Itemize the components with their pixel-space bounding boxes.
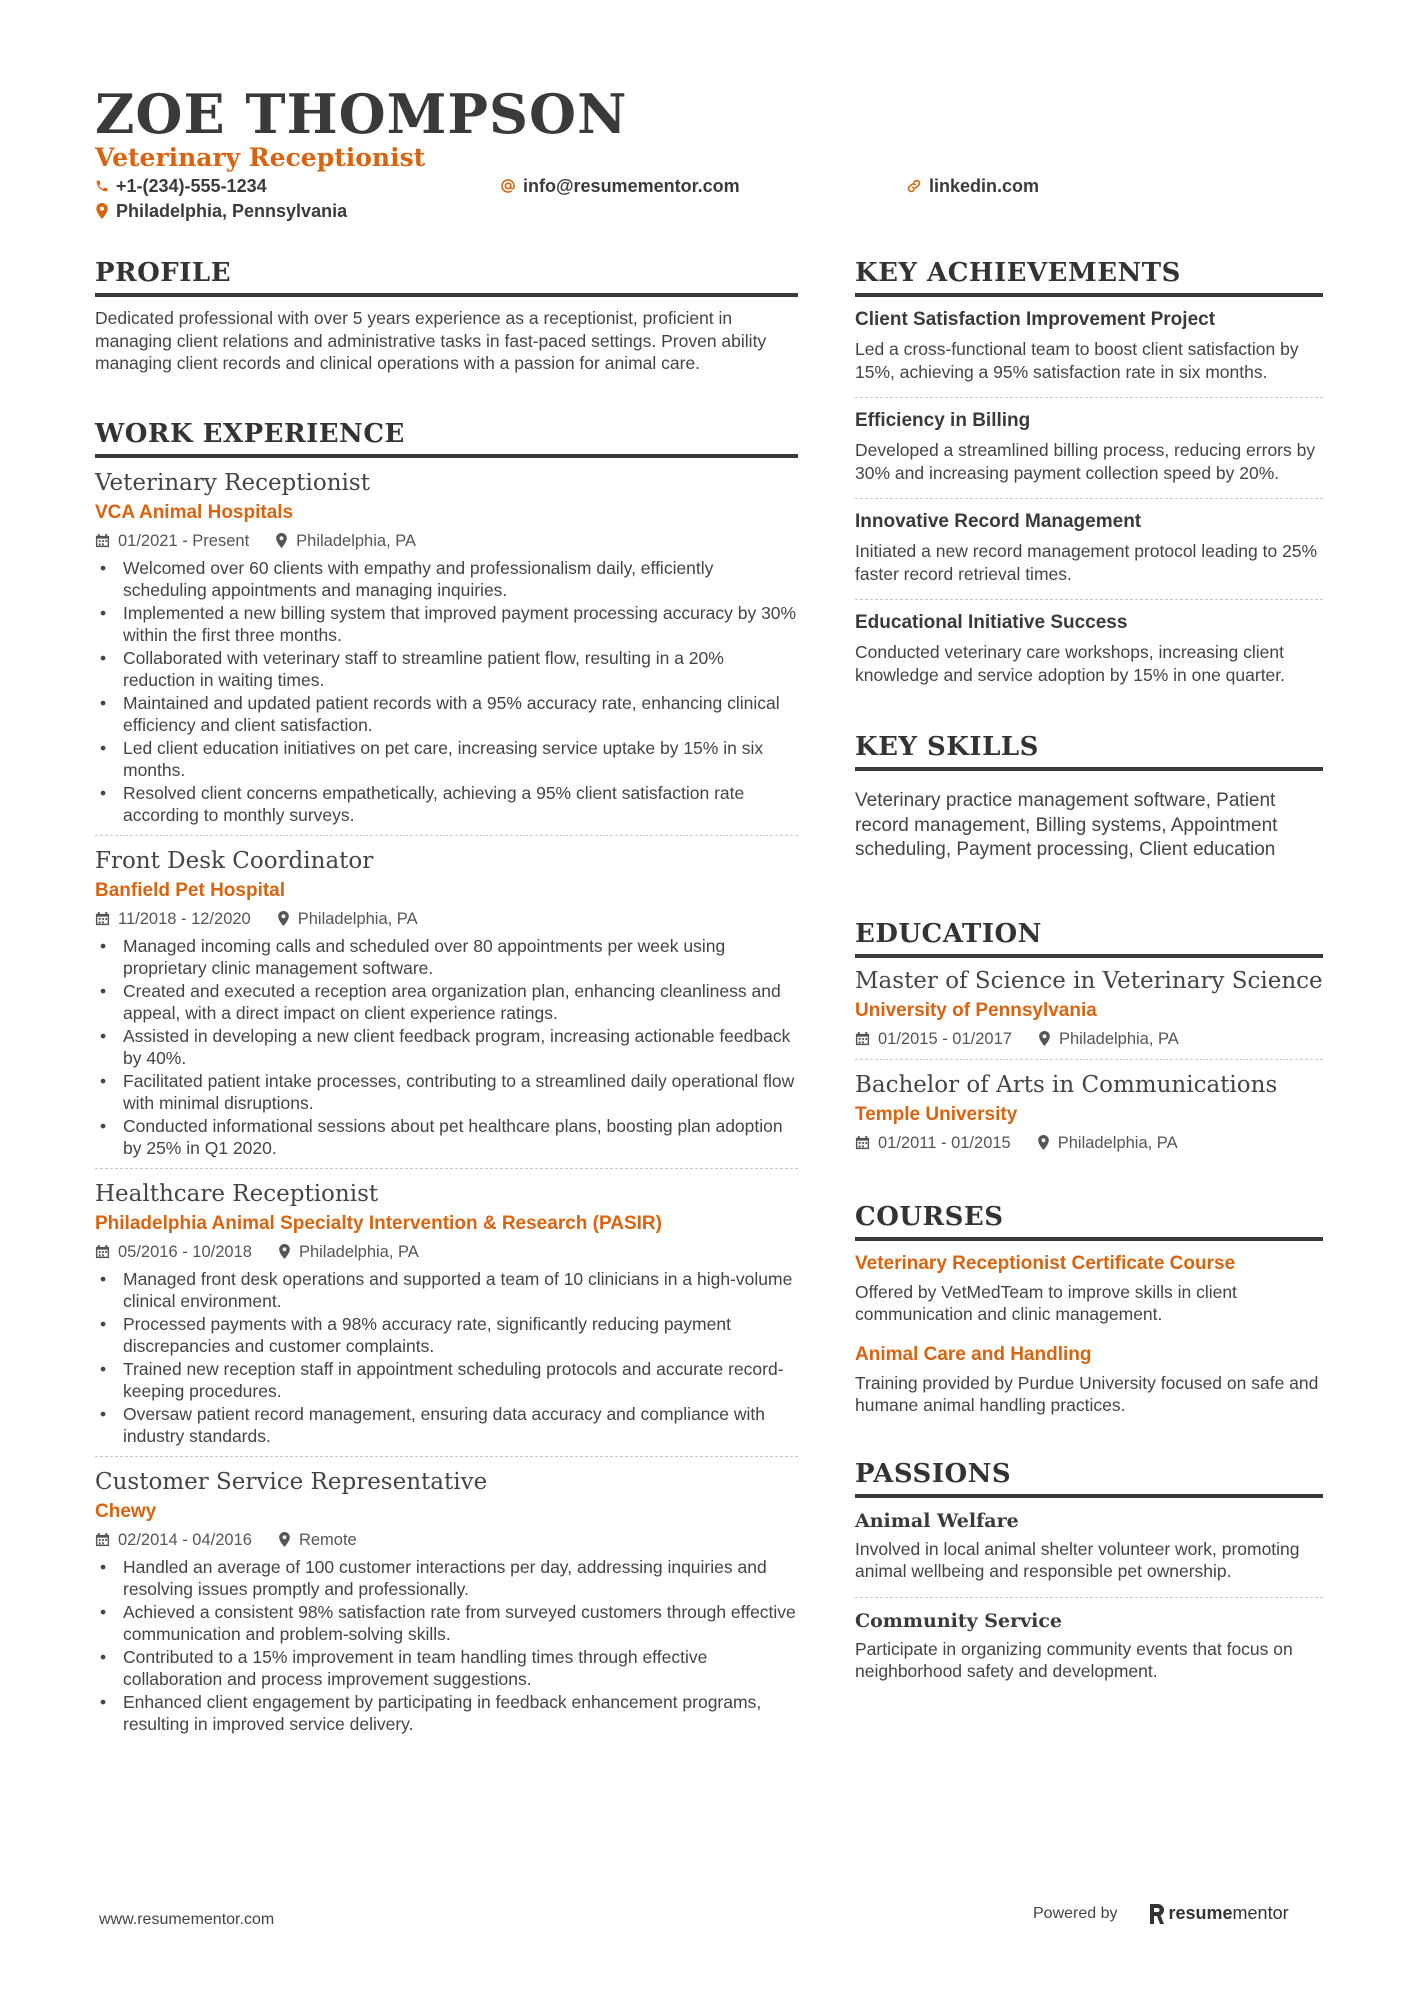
footer-website[interactable]: www.resumementor.com xyxy=(99,1911,275,1928)
contact-linkedin[interactable] xyxy=(906,174,1039,198)
job-location: Remote xyxy=(298,1530,357,1549)
education-dates: 01/2015 - 01/2017 xyxy=(878,1029,1012,1048)
job-bullets xyxy=(95,1556,798,1736)
at-icon xyxy=(500,178,516,194)
job-dates: 11/2018 - 12/2020 xyxy=(118,909,251,928)
job-title: Healthcare Receptionist xyxy=(95,1180,379,1207)
achievement-divider xyxy=(855,498,1323,499)
job-divider xyxy=(95,1168,798,1169)
course-item xyxy=(855,1251,1323,1326)
link-icon xyxy=(906,178,922,194)
achievement-title: Client Satisfaction Improvement Project xyxy=(855,309,1216,330)
course-text: Training provided by Purdue University focused on safe and humane animal handling practices. xyxy=(855,1372,1319,1415)
education-divider xyxy=(855,1059,1323,1060)
job-meta xyxy=(95,1240,798,1264)
job-list xyxy=(95,468,798,1736)
education-degree: Master of Science in Veterinary Science xyxy=(855,967,1323,994)
calendar-icon xyxy=(95,533,110,548)
education-heading: EDUCATION xyxy=(855,917,1323,958)
job-bullet: • Led client education initiatives on pet care, increasing service uptake by 15% in six months. xyxy=(95,737,798,782)
job-meta xyxy=(95,907,798,931)
location-pin-icon xyxy=(1038,1031,1051,1046)
job-bullets xyxy=(95,1268,798,1448)
passion-item xyxy=(855,1597,1323,1683)
location-pin-icon xyxy=(277,911,290,926)
brand-name xyxy=(1169,1903,1289,1924)
job-company: Chewy xyxy=(95,1500,157,1522)
job-bullet: • Managed front desk operations and supported a team of 10 clinicians in a high-volume clinical environment. xyxy=(95,1268,798,1313)
achievement-item xyxy=(855,307,1323,383)
contact-phone xyxy=(95,174,267,198)
education-dates: 01/2011 - 01/2015 xyxy=(878,1133,1011,1152)
brand-rest: mentor xyxy=(1232,1903,1289,1923)
job-location: Philadelphia, PA xyxy=(296,531,417,550)
passions-heading: PASSIONS xyxy=(855,1457,1323,1498)
course-text: Offered by VetMedTeam to improve skills in client communication and clinic management. xyxy=(855,1281,1237,1324)
contact-location xyxy=(95,199,347,223)
courses-heading: COURSES xyxy=(855,1200,1323,1241)
footer-brand[interactable] xyxy=(1033,1903,1289,1924)
experience-heading: WORK EXPERIENCE xyxy=(95,417,798,458)
job-bullets xyxy=(95,935,798,1160)
job-divider xyxy=(95,835,798,836)
course-list xyxy=(855,1251,1323,1417)
calendar-icon xyxy=(95,1244,110,1259)
course-title: Animal Care and Handling xyxy=(855,1343,1092,1365)
achievement-divider xyxy=(855,397,1323,398)
job-bullet: • Achieved a consistent 98% satisfaction rate from surveyed customers through effective communication and problem-solving skills. xyxy=(95,1601,798,1646)
achievement-item xyxy=(855,599,1323,686)
job-bullet: • Conducted informational sessions about pet healthcare plans, boosting plan adoption by 25% in Q1 2020. xyxy=(95,1115,798,1160)
job-meta xyxy=(95,529,798,553)
education-location: Philadelphia, PA xyxy=(1057,1133,1178,1152)
job-bullet: • Collaborated with veterinary staff to streamline patient flow, resulting in a 20% reduction in waiting times. xyxy=(95,647,798,692)
education-list xyxy=(855,966,1323,1155)
candidate-role: Veterinary Receptionist xyxy=(95,143,426,172)
right-column xyxy=(855,256,1323,1683)
location-pin-icon xyxy=(95,203,109,219)
job-dates: 05/2016 - 10/2018 xyxy=(118,1242,252,1261)
passion-divider xyxy=(855,1597,1323,1598)
job-location: Philadelphia, PA xyxy=(297,909,418,928)
job-bullet: • Oversaw patient record management, ensuring data accuracy and compliance with industry standards. xyxy=(95,1403,798,1448)
achievement-title: Innovative Record Management xyxy=(855,511,1142,532)
job-bullets xyxy=(95,557,798,827)
job-bullet: • Contributed to a 15% improvement in team handling times through effective collaboration and process improvement suggestions. xyxy=(95,1646,798,1691)
achievement-text: Initiated a new record management protocol leading to 25% faster record retrieval times. xyxy=(855,541,1318,584)
job-company: Banfield Pet Hospital xyxy=(95,879,286,901)
job-company: Philadelphia Animal Specialty Intervention & Research (PASIR) xyxy=(95,1212,662,1234)
location-pin-icon xyxy=(1037,1135,1050,1150)
job-bullet: • Trained new reception staff in appointment scheduling protocols and accurate record-keeping procedures. xyxy=(95,1358,798,1403)
brand-bold: resume xyxy=(1168,1903,1233,1923)
education-location: Philadelphia, PA xyxy=(1058,1029,1179,1048)
achievement-text: Developed a streamlined billing process, reducing errors by 30% and increasing payment collection speed by 20%. xyxy=(855,440,1316,483)
email-text: info@resumementor.com xyxy=(523,176,740,196)
location-text: Philadelphia, Pennsylvania xyxy=(116,201,348,221)
course-item xyxy=(855,1342,1323,1417)
profile-text: Dedicated professional with over 5 years experience as a receptionist, proficient in managing client relations and administrative tasks in fast-paced settings. Proven ability managing client records and clinical operations with a passion for animal care. xyxy=(95,308,767,373)
job-title: Front Desk Coordinator xyxy=(95,847,374,874)
job-entry xyxy=(95,1456,798,1736)
calendar-icon xyxy=(95,1532,110,1547)
job-bullet: • Managed incoming calls and scheduled over 80 appointments per week using proprietary clinic management software. xyxy=(95,935,798,980)
job-title: Customer Service Representative xyxy=(95,1468,488,1495)
profile-heading: PROFILE xyxy=(95,256,798,297)
job-bullet: • Facilitated patient intake processes, contributing to a streamlined daily operational flow with minimal disruptions. xyxy=(95,1070,798,1115)
location-pin-icon xyxy=(278,1244,291,1259)
education-degree: Bachelor of Arts in Communications xyxy=(855,1071,1278,1098)
passion-title: Animal Welfare xyxy=(855,1509,1019,1532)
phone-icon xyxy=(95,179,109,193)
job-bullet: • Resolved client concerns empathetically, achieving a 95% client satisfaction rate according to monthly surveys. xyxy=(95,782,798,827)
passion-list xyxy=(855,1508,1323,1683)
education-meta xyxy=(855,1131,1323,1155)
candidate-name: ZOE THOMPSON xyxy=(95,82,628,146)
course-title: Veterinary Receptionist Certificate Course xyxy=(855,1252,1236,1274)
achievement-text: Conducted veterinary care workshops, increasing client knowledge and service adoption by 15% in one quarter. xyxy=(855,642,1286,685)
education-school: Temple University xyxy=(855,1103,1018,1125)
job-bullet: • Processed payments with a 98% accuracy rate, significantly reducing payment discrepancies and customer complaints. xyxy=(95,1313,798,1358)
education-school: University of Pennsylvania xyxy=(855,999,1097,1021)
passion-text: Involved in local animal shelter volunteer work, promoting animal wellbeing and responsible pet ownership. xyxy=(855,1538,1300,1581)
skills-heading: KEY SKILLS xyxy=(855,730,1323,771)
resumementor-logo-icon xyxy=(1148,1904,1164,1924)
education-item xyxy=(855,1059,1323,1155)
achievement-text: Led a cross-functional team to boost client satisfaction by 15%, achieving a 95% satisfaction rate in six months. xyxy=(855,339,1299,382)
job-entry xyxy=(95,1168,798,1448)
job-bullet: • Implemented a new billing system that improved payment processing accuracy by 30% within the first three months. xyxy=(95,602,798,647)
linkedin-text: linkedin.com xyxy=(929,176,1040,196)
powered-by-text: Powered by xyxy=(1033,1904,1118,1922)
job-company: VCA Animal Hospitals xyxy=(95,501,294,523)
job-title: Veterinary Receptionist xyxy=(95,469,370,496)
achievement-title: Efficiency in Billing xyxy=(855,410,1031,431)
education-item xyxy=(855,966,1323,1051)
achievement-item xyxy=(855,498,1323,585)
passion-text: Participate in organizing community events that focus on neighborhood safety and development. xyxy=(855,1638,1293,1681)
achievement-list xyxy=(855,307,1323,686)
left-column xyxy=(95,256,798,1736)
skills-text: Veterinary practice management software, Patient record management, Billing systems, Appointment scheduling, Payment processing, Client education xyxy=(855,790,1278,860)
job-bullet: • Welcomed over 60 clients with empathy and professionalism daily, efficiently scheduling appointments and managing inquiries. xyxy=(95,557,798,602)
calendar-icon xyxy=(95,911,110,926)
passion-title: Community Service xyxy=(855,1609,1063,1632)
job-location: Philadelphia, PA xyxy=(298,1242,419,1261)
job-entry xyxy=(95,835,798,1160)
achievement-title: Educational Initiative Success xyxy=(855,612,1128,633)
calendar-icon xyxy=(855,1031,870,1046)
job-entry xyxy=(95,468,798,827)
phone-text: +1-(234)-555-1234 xyxy=(116,176,267,196)
contact-email[interactable] xyxy=(500,174,740,198)
job-dates: 02/2014 - 04/2016 xyxy=(118,1530,252,1549)
calendar-icon xyxy=(855,1135,870,1150)
job-bullet: • Enhanced client engagement by participating in feedback enhancement programs, resulting in improved service delivery. xyxy=(95,1691,798,1736)
job-bullet: • Handled an average of 100 customer interactions per day, addressing inquiries and resolving issues promptly and professionally. xyxy=(95,1556,798,1601)
job-meta xyxy=(95,1528,798,1552)
job-bullet: • Assisted in developing a new client feedback program, increasing actionable feedback by 40%. xyxy=(95,1025,798,1070)
location-pin-icon xyxy=(278,1532,291,1547)
job-bullet: • Maintained and updated patient records with a 95% accuracy rate, enhancing clinical efficiency and client satisfaction. xyxy=(95,692,798,737)
achievement-item xyxy=(855,397,1323,484)
location-pin-icon xyxy=(275,533,288,548)
achievement-divider xyxy=(855,599,1323,600)
job-dates: 01/2021 - Present xyxy=(118,531,250,550)
job-bullet: • Created and executed a reception area organization plan, enhancing cleanliness and appeal, with a direct impact on client experience ratings. xyxy=(95,980,798,1025)
passion-item xyxy=(855,1508,1323,1583)
job-divider xyxy=(95,1456,798,1457)
education-meta xyxy=(855,1027,1323,1051)
achievements-heading: KEY ACHIEVEMENTS xyxy=(855,256,1323,297)
